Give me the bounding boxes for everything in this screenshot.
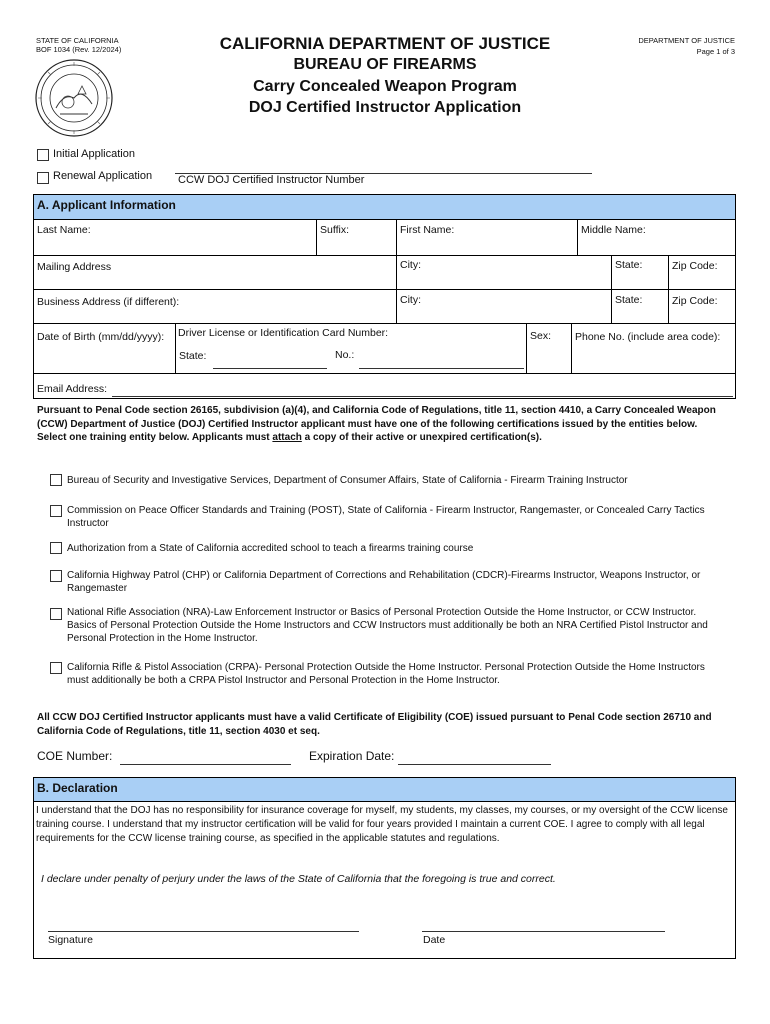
dl-no-label: No.: [335,349,355,361]
sex-field[interactable]: Sex: [530,330,552,342]
state-seal-icon [34,58,114,138]
coe-number-label: COE Number: [37,749,113,763]
application-title: DOJ Certified Instructor Application [248,99,522,116]
dept-label: DEPARTMENT OF JUSTICE [638,36,735,45]
declaration-text: I understand that the DOJ has no responsibility for insurance coverage for myself, my students, my classes, my courses, or my oversight of the CCW license training course. I understand that my instructor certification will be valid for four years provided I maintain a current COE. I agree to comply with all legal requirements for the CCW license training course, as specified in the applicable statutes and regulations. [36,805,728,844]
middle-name-field[interactable]: Middle Name: [581,224,646,236]
option-bsis-checkbox[interactable] [50,474,62,486]
instructor-number-label: CCW DOJ Certified Instructor Number [178,174,365,186]
option-crpa-label: California Rifle & Pistol Association (CRPA)- Personal Protection Outside the Home Instructor. Personal Protection Outside the Home Instructors must additionally be both a CRPA Pistol Instructor and Personal Protection in the Home Instructor. [67,662,705,686]
signature-label: Signature [48,934,93,946]
page-number: Page 1 of 3 [696,47,735,56]
date-line[interactable] [422,931,665,932]
option-nra-checkbox[interactable] [50,608,62,620]
option-post-checkbox[interactable] [50,505,62,517]
option-crpa-checkbox[interactable] [50,662,62,674]
dl-number-input[interactable] [359,356,524,369]
form-number: BOF 1034 (Rev. 12/2024) [36,45,122,54]
option-chp-cdcr-checkbox[interactable] [50,570,62,582]
mailing-address-field[interactable]: Mailing Address [37,261,112,273]
option-post-label: Commission on Peace Officer Standards and Training (POST), State of California - Firearm Instructor, Rangemaster, or Concealed Carry Tactics Instructor [67,505,705,529]
state-label: STATE OF CALIFORNIA [36,36,119,45]
option-bsis-label: Bureau of Security and Investigative Services, Department of Consumer Affairs, State of California - Firearm Training Instructor [67,475,628,486]
date-label: Date [423,934,446,946]
business-address-field[interactable]: Business Address (if different): [37,296,180,308]
option-accredited-school-checkbox[interactable] [50,542,62,554]
business-city-field[interactable]: City: [400,294,421,306]
program-title: Carry Concealed Weapon Program [253,78,517,95]
business-state-field[interactable]: State: [615,294,643,306]
initial-application-checkbox[interactable] [37,149,49,161]
initial-application-label: Initial Application [53,148,135,160]
dl-state-label: State: [179,350,207,362]
coe-number-input[interactable] [120,752,291,765]
section-b-header: B. Declaration [34,778,735,802]
signature-line[interactable] [48,931,359,932]
page-title: CALIFORNIA DEPARTMENT OF JUSTICE [219,34,551,53]
dl-label: Driver License or Identification Card Number: [178,327,389,339]
coe-expiration-label: Expiration Date: [309,749,395,763]
option-accredited-school-label: Authorization from a State of California accredited school to teach a firearms training course [67,543,474,554]
mailing-city-field[interactable]: City: [400,259,421,271]
mailing-zip-field[interactable]: Zip Code: [672,260,718,272]
option-chp-cdcr-label: California Highway Patrol (CHP) or California Department of Corrections and Rehabilitation (CDCR)-Firearms Instructor, Weapons Instructor, or Rangemaster [67,570,701,594]
suffix-field[interactable]: Suffix: [320,224,349,236]
coe-expiration-input[interactable] [398,752,551,765]
renewal-application-label: Renewal Application [53,170,153,182]
section-a-header: A. Applicant Information [34,195,735,220]
perjury-statement: I declare under penalty of perjury under the laws of the State of California that the foregoing is true and correct. [41,873,556,885]
mailing-state-field[interactable]: State: [615,259,643,271]
dob-field[interactable]: Date of Birth (mm/dd/yyyy): [37,331,165,343]
option-nra-label: National Rifle Association (NRA)-Law Enforcement Instructor or Basics of Personal Protection Outside the Home Instructor, or CCW Instructor. Basics of Personal Protection Outside the Home Instructors and CCW Instructors must additionally be both an NRA Certified Pistol Instructor and Personal Protection in the Home Instructor. [67,607,708,644]
email-input[interactable] [112,384,733,397]
coe-statement: All CCW DOJ Certified Instructor applicants must have a valid Certificate of Eligibility (COE) issued pursuant to Penal Code section 26710 and California Code of Regulations, title 11, section 4030 et seq. [37,712,712,737]
business-zip-field[interactable]: Zip Code: [672,295,718,307]
renewal-application-checkbox[interactable] [37,172,49,184]
first-name-field[interactable]: First Name: [400,224,455,236]
email-label: Email Address: [37,383,108,395]
dl-state-input[interactable] [213,356,327,369]
certification-intro: Pursuant to Penal Code section 26165, subdivision (a)(4), and California Code of Regulations, title 11, section 4410, a Carry Concealed Weapon (CCW) Department of Justice (DOJ) Certified Instructor applicant must have one of the following certifications issued by the entities below. Select one training entity below. Applicants must attach a copy of their active or unexpired certification(s). [37,405,716,443]
bureau-title: BUREAU OF FIREARMS [293,56,477,73]
last-name-field[interactable]: Last Name: [37,224,91,236]
phone-field[interactable]: Phone No. (include area code): [575,331,721,343]
